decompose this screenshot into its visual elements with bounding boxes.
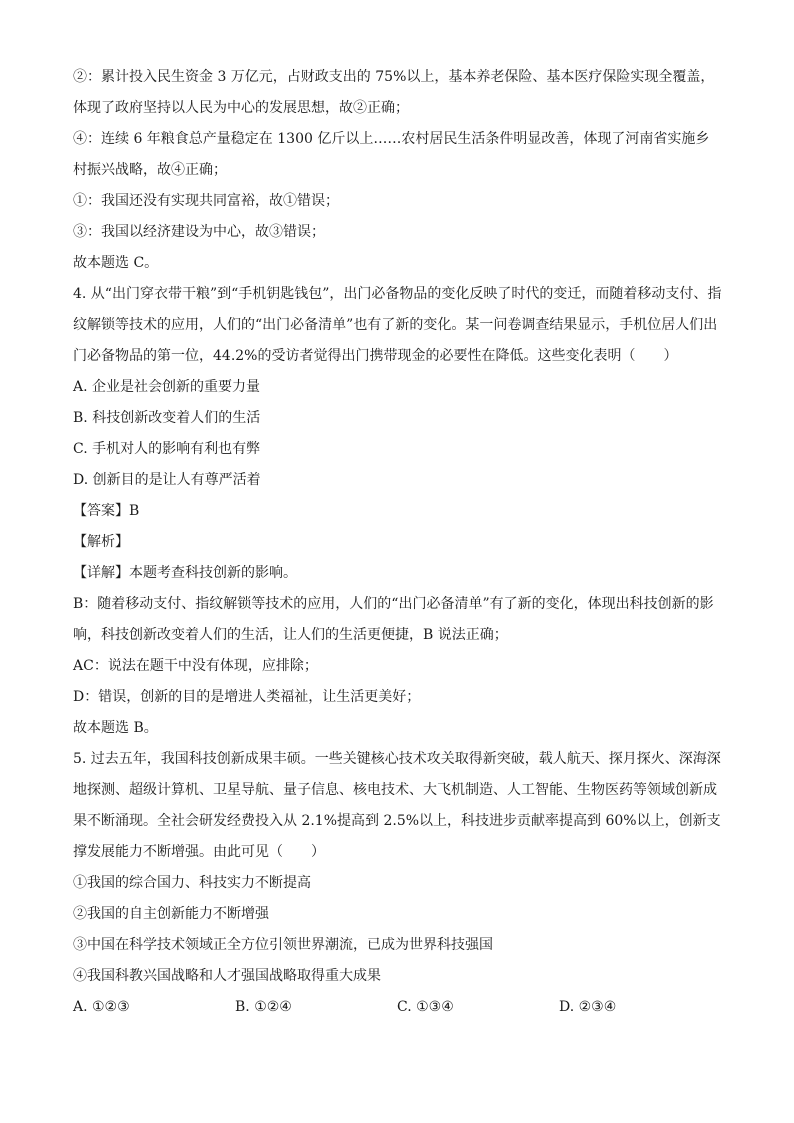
question-4-option-c: C. 手机对人的影响有利也有弊	[73, 441, 261, 457]
question-5-statement-1: ①我国的综合国力、科技实力不断提高	[73, 875, 311, 891]
question-4-option-b: B. 科技创新改变着人们的生活	[73, 410, 261, 426]
question-4-explanation-ac: AC：说法在题干中没有体现，应排除；	[73, 658, 318, 674]
question-5-statement-3: ③中国在科学技术领域正全方位引领世界潮流，已成为世界科技强国	[73, 937, 493, 953]
question-4-analysis-label: 【解析】	[73, 534, 129, 550]
question-4-explanation-d: D：错误，创新的目的是增进人类福祉，让生活更美好；	[73, 689, 421, 705]
question-4-conclusion: 故本题选 B。	[73, 720, 158, 736]
document-page	[73, 62, 723, 1023]
question-5-option-b: B. ①②④	[235, 999, 292, 1015]
prev-answer-line-4: ③：我国以经济建设为中心，故③错误；	[73, 224, 325, 240]
question-5-option-c: C. ①③④	[397, 999, 454, 1015]
question-4-stem: 4. 从“出门穿衣带干粮”到“手机钥匙钱包”，出门必备物品的变化反映了时代的变迁，而随着移动支付、指纹解锁等技术的应用，人们的“出门必备清单”也有了新的变化。某一问卷调查结果显示，手机位居人们出门必备物品的第一位，44.2%的受访者觉得出门携带现金的必要性在降低。这些变化表明（ ）	[73, 286, 722, 364]
question-5-stem: 5. 过去五年，我国科技创新成果丰硕。一些关键核心技术攻关取得新突破，载人航天、探月探火、深海深地探测、超级计算机、卫星导航、量子信息、核电技术、大飞机制造、人工智能、生物医药等领域创新成果不断涌现。全社会研发经费投入从 2.1%提高到 2.5%以上，科技进步贡献率提高到 60%以上，创新支撑发展能力不断增强。由此可见（ ）	[73, 751, 721, 860]
question-5-statement-2: ②我国的自主创新能力不断增强	[73, 906, 269, 922]
prev-answer-conclusion: 故本题选 C。	[73, 255, 159, 271]
question-4-option-d: D. 创新目的是让人有尊严活着	[73, 472, 261, 488]
question-5-option-a: A. ①②③	[73, 999, 130, 1015]
question-4-detail: 【详解】本题考查科技创新的影响。	[73, 565, 297, 581]
question-5-option-d: D. ②③④	[559, 999, 617, 1015]
prev-answer-line-2: ④：连续 6 年粮食总产量稳定在 1300 亿斤以上……农村居民生活条件明显改善，体现了河南省实施乡村振兴战略，故④正确；	[73, 131, 710, 178]
question-5-statement-4: ④我国科教兴国战略和人才强国战略取得重大成果	[73, 968, 381, 984]
prev-answer-line-1: ②：累计投入民生资金 3 万亿元，占财政支出的 75%以上，基本养老保险、基本医疗保险实现全覆盖，体现了政府坚持以人民为中心的发展思想，故②正确；	[73, 69, 715, 116]
question-5-options	[73, 992, 723, 1023]
question-4-explanation-b: B：随着移动支付、指纹解锁等技术的应用，人们的“出门必备清单”有了新的变化，体现出科技创新的影响，科技创新改变着人们的生活，让人们的生活更便捷，B 说法正确；	[73, 596, 714, 643]
prev-answer-line-3: ①：我国还没有实现共同富裕，故①错误；	[73, 193, 339, 209]
question-4-option-a: A. 企业是社会创新的重要力量	[73, 379, 261, 395]
question-4-answer: 【答案】B	[73, 503, 140, 519]
